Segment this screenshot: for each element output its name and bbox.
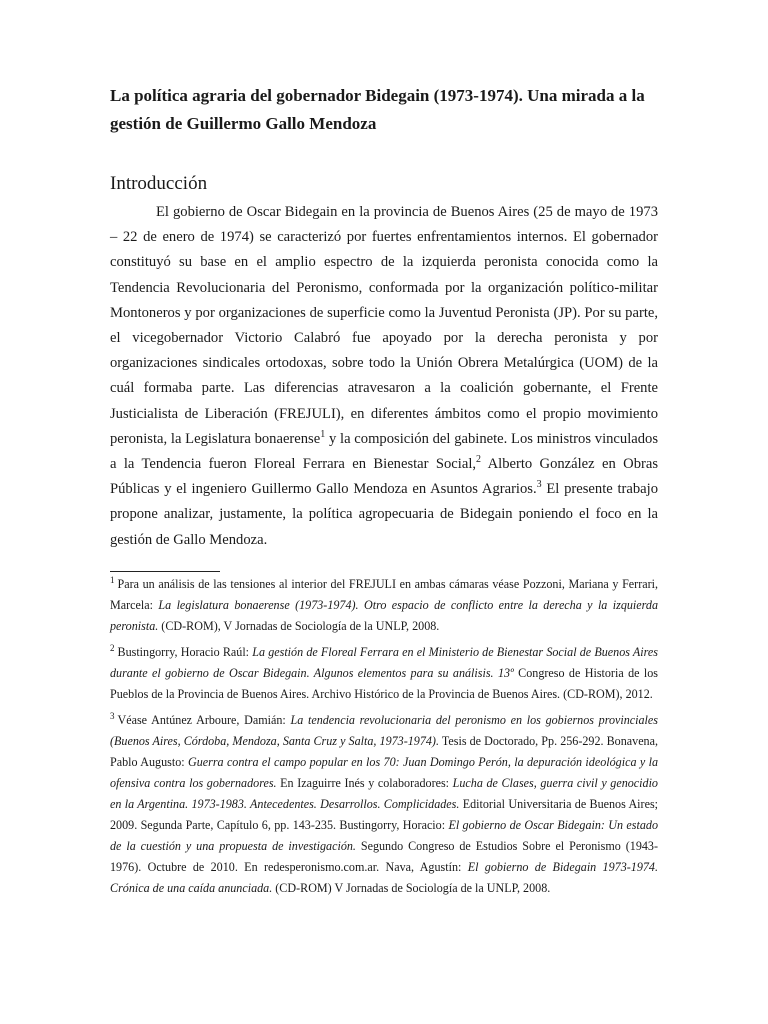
footnote-italic-title: La tendencia revolucionaria del peronismo en los gobiernos provinciales (Buenos Aires, Córdoba, Mendoza, Santa Cruz y Salta, 1973-1974). xyxy=(110,712,658,748)
footnote-text: Congreso de Historia de los Pueblos de la Provincia de Buenos Aires. Archivo Histórico de la Provincia de Buenos Aires. (CD-ROM), 2012. xyxy=(110,665,658,701)
intro-paragraph xyxy=(110,200,658,553)
footnote-1 xyxy=(110,574,658,637)
footnote-text: Véase Antúnez Arboure, Damián: xyxy=(117,712,291,727)
intro-text-2: y la composición del gabinete. Los ministros vinculados a la Tendencia fueron Floreal Ferrara en Bienestar Social, xyxy=(110,430,658,473)
intro-text-1: El gobierno de Oscar Bidegain en la provincia de Buenos Aires (25 de mayo de 1973 – 22 de enero de 1974) se caracterizó por fuertes enfrentamientos internos. El gobernador constituyó su base en el amplio espectro de la izquierda peronista conocida como la Tendencia Revolucionaria del Peronismo, conformada por la organización político-militar Montoneros y por organizaciones de superficie como la Juventud Peronista (JP). Por su parte, el vicegobernador Victorio Calabró fue apoyado por la derecha peronista y por organizaciones sindicales ortodoxas, sobre todo la Unión Obrera Metalúrgica (UOM) de la cuál formaba parte. Las diferencias atravesaron a la coalición gobernante, el Frente Justicialista de Liberación (FREJULI), en diferentes ámbitos como el propio movimiento peronista, la Legislatura bonaerense xyxy=(110,204,658,447)
footnote-number: 1 xyxy=(110,574,115,585)
footnote-ref-1[interactable]: 1 xyxy=(320,428,326,440)
footnote-italic-title: El gobierno de Bidegain 1973-1974. Crónica de una caída anunciada. xyxy=(110,859,658,895)
footnote-text: Bustingorry, Horacio Raúl: xyxy=(117,644,253,659)
footnote-italic-title: La legislatura bonaerense (1973-1974). Otro espacio de conflicto entre la derecha y la izquierda peronista. xyxy=(110,597,658,633)
footnote-ref-2[interactable]: 2 xyxy=(476,454,482,466)
footnote-text: (CD-ROM), V Jornadas de Sociología de la UNLP, 2008. xyxy=(158,618,440,633)
footnote-italic-title: La gestión de Floreal Ferrara en el Ministerio de Bienestar Social de Buenos Aires durante el gobierno de Oscar Bidegain. Algunos elementos para su análisis. 13º xyxy=(110,644,658,680)
footnote-text: Editorial Universitaria de Buenos Aires; 2009. Segunda Parte, Capítulo 6, pp. 143-235. Bustingorry, Horacio: xyxy=(110,796,659,832)
footnote-text: Segundo Congreso de Estudios Sobre el Peronismo (1943-1976). Octubre de 2010. En redesperonismo.com.ar. Nava, Agustín: xyxy=(110,838,658,874)
footnote-number: 3 xyxy=(110,710,115,721)
footnote-italic-title: Guerra contra el campo popular en los 70: Juan Domingo Perón, la depuración ideológica y la ofensiva contra los gobernadores. xyxy=(110,754,658,790)
footnote-text: Tesis de Doctorado, Pp. 256-292. Bonavena, Pablo Augusto: xyxy=(110,733,658,769)
footnote-italic-title: Lucha de Clases, guerra civil y genocidio en la Argentina. 1973-1983. Antecedentes. Desarrollos. Complicidades. xyxy=(110,775,658,811)
intro-text-4: El presente trabajo propone analizar, justamente, la política agropecuaria de Bidegain poniendo el foco en la gestión de Gallo Mendoza. xyxy=(110,481,658,548)
section-heading: Introducción xyxy=(110,173,208,194)
footnote-text: (CD-ROM) V Jornadas de Sociología de la UNLP, 2008. xyxy=(272,880,551,895)
intro-text-3: Alberto González en Obras Públicas y el ingeniero Guillermo Gallo Mendoza en Asuntos Agrarios. xyxy=(110,456,659,498)
paper-title: La política agraria del gobernador Bidegain (1973-1974). Una mirada a la gestión de Guillermo Gallo Mendoza xyxy=(110,86,645,133)
footnote-text: En Izaguirre Inés y colaboradores: xyxy=(276,775,453,790)
document-page xyxy=(110,82,658,899)
footnote-italic-title: El gobierno de Oscar Bidegain: Un estado de la cuestión y una propuesta de investigación. xyxy=(110,817,659,853)
footnote-text: Para un análisis de las tensiones al interior del FREJULI en ambas cámaras véase Pozzoni, Mariana y Ferrari, Marcela: xyxy=(110,576,658,612)
footnote-2 xyxy=(110,642,658,705)
footnote-number: 2 xyxy=(110,642,115,653)
footnote-separator xyxy=(110,571,220,572)
footnote-3 xyxy=(110,710,658,899)
footnote-ref-3[interactable]: 3 xyxy=(536,479,542,491)
